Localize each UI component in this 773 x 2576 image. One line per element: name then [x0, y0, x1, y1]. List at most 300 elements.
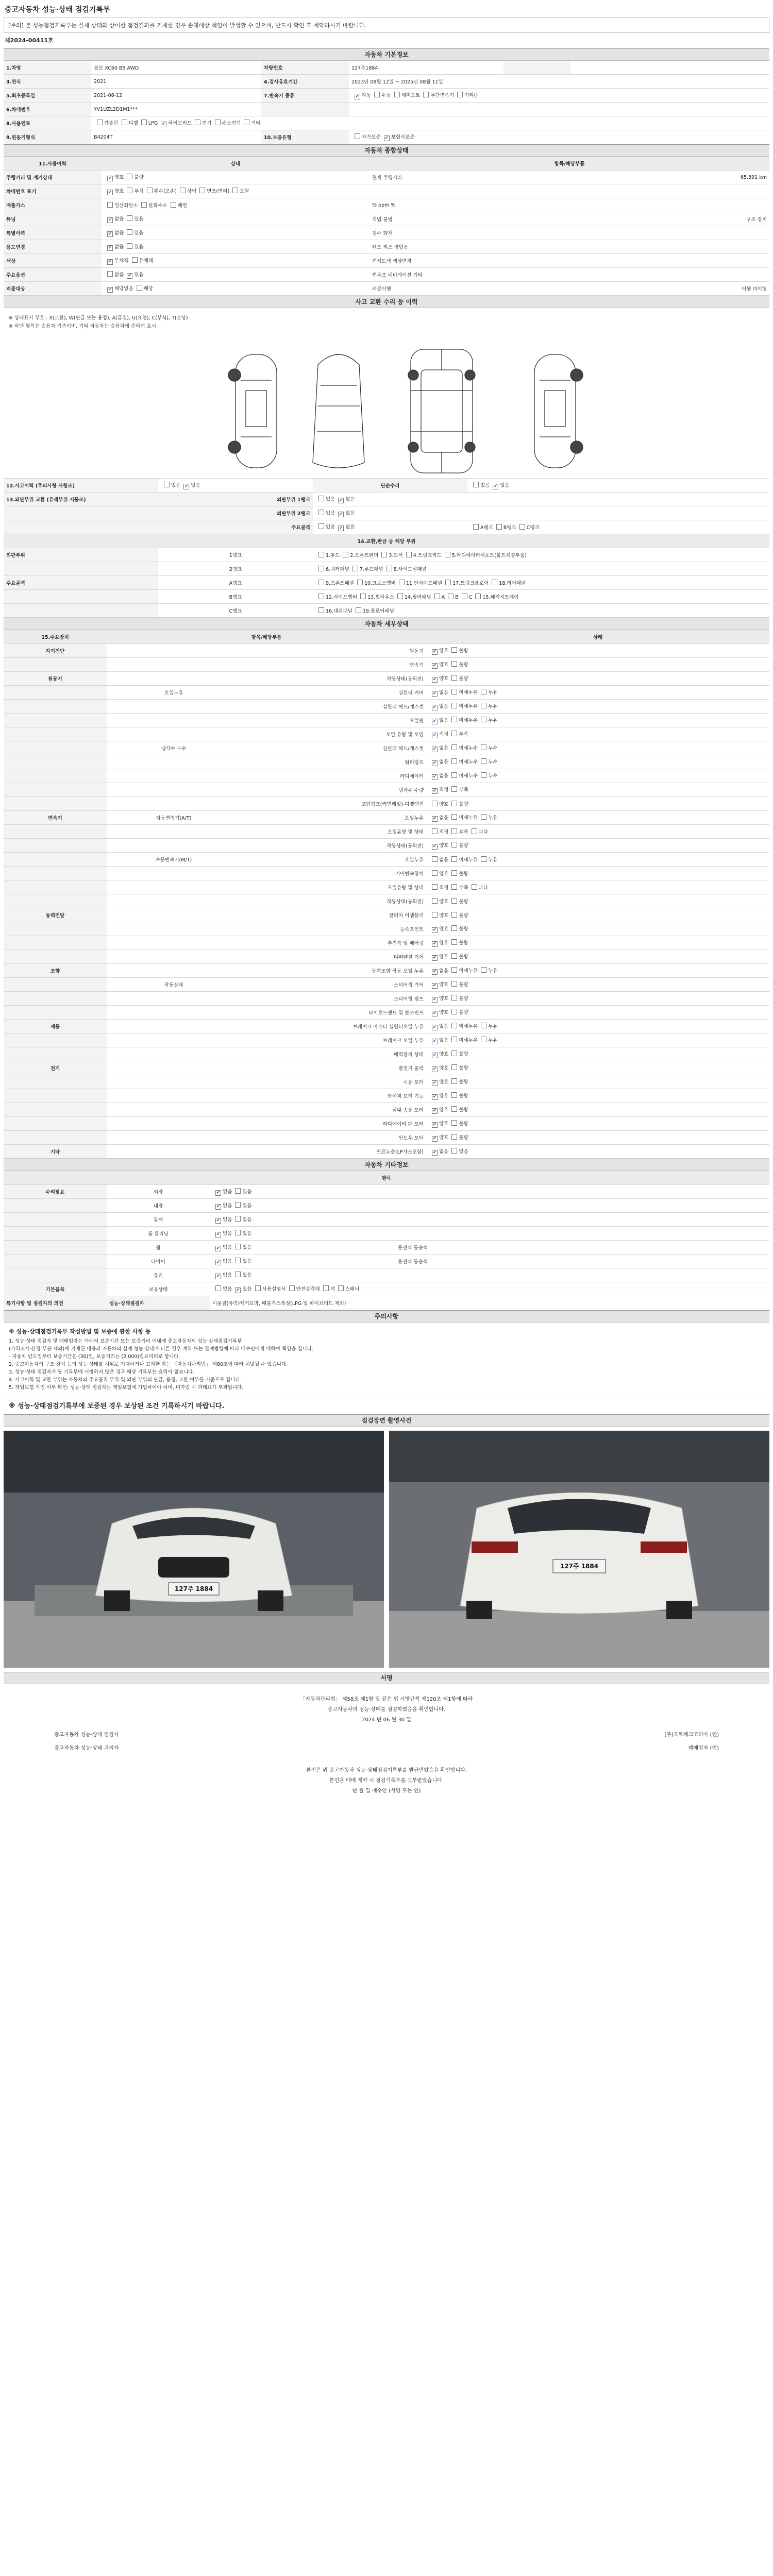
checkbox[interactable] [343, 552, 348, 557]
checkbox[interactable] [432, 760, 438, 766]
row-item: 오일 유량 및 오염 [241, 727, 426, 741]
checkbox[interactable] [318, 607, 324, 613]
checkbox[interactable] [215, 1190, 221, 1196]
checkbox[interactable] [432, 870, 438, 876]
checkbox[interactable] [432, 1136, 438, 1142]
row-note: 전체도색 색상변경 [369, 254, 524, 268]
checkbox[interactable] [445, 580, 451, 585]
checkbox[interactable] [481, 772, 486, 778]
table-row [4, 1117, 769, 1131]
table-row [4, 992, 769, 1006]
option-label: 부족 [459, 787, 468, 793]
option-label: 누유 [488, 968, 498, 974]
row-item: 타이어 [107, 1255, 210, 1268]
row-group [4, 658, 107, 672]
checkbox[interactable] [432, 955, 438, 961]
checkbox[interactable] [481, 814, 486, 820]
table-row [4, 254, 769, 268]
col-head: 상태 [102, 157, 369, 171]
option-label: 양호 [439, 1010, 449, 1015]
checkbox[interactable] [432, 1011, 438, 1016]
checkbox[interactable] [451, 953, 457, 959]
checkbox[interactable] [432, 1122, 438, 1128]
row-sub [107, 714, 241, 727]
option-label: 전기 [202, 121, 212, 126]
checkbox[interactable] [384, 135, 390, 141]
row-label: 리콜대상 [4, 282, 102, 296]
checkbox[interactable] [432, 828, 438, 834]
section-accident: 사고 교환 수리 등 이력 [4, 296, 769, 308]
option-label: 18.리어패널 [499, 581, 526, 586]
table-row [4, 1061, 769, 1075]
checkbox[interactable] [318, 594, 324, 599]
checkbox[interactable] [338, 526, 344, 531]
checkbox[interactable] [318, 523, 324, 529]
checkbox[interactable] [432, 801, 438, 806]
checkbox[interactable] [451, 856, 457, 862]
checkbox[interactable] [451, 744, 457, 750]
row-sub [107, 700, 241, 714]
row-group [4, 727, 107, 741]
option-label: 없음 [439, 1024, 449, 1029]
checkbox[interactable] [355, 133, 360, 139]
checkbox[interactable] [432, 997, 438, 1003]
checkbox[interactable] [352, 566, 358, 571]
engine-type: B4204T [91, 130, 261, 144]
checkbox[interactable] [451, 939, 457, 945]
checkbox[interactable] [137, 285, 142, 291]
option-label: 양호 [439, 676, 449, 682]
checkbox[interactable] [472, 884, 477, 890]
checkbox[interactable] [432, 1066, 438, 1072]
checkbox[interactable] [481, 689, 486, 694]
option-label: 없음 [223, 1245, 232, 1250]
col-head: 11.사용이력 [4, 157, 102, 171]
checkbox[interactable] [451, 967, 457, 973]
checkbox[interactable] [423, 92, 429, 97]
checkbox[interactable] [381, 552, 387, 557]
checkbox[interactable] [432, 856, 438, 862]
checkbox[interactable] [481, 856, 486, 862]
option-label: 불량 [459, 1107, 468, 1113]
checkbox[interactable] [432, 983, 438, 989]
checkbox[interactable] [472, 828, 477, 834]
checkbox[interactable] [183, 484, 189, 489]
checkbox[interactable] [107, 271, 113, 277]
checkbox[interactable] [451, 1009, 457, 1014]
option-label: 미세누유 [459, 718, 478, 723]
checkbox[interactable] [481, 744, 486, 750]
row-label: 색상 [4, 254, 102, 268]
row-sub [107, 950, 241, 964]
row-note: 적법 불법 [369, 212, 524, 226]
option-label: 부식 [134, 189, 144, 194]
row-item: 배력장치 상태 [241, 1047, 426, 1061]
option-label: 양호 [439, 982, 449, 988]
row-item: 동력조향 작동 오일 누유 [241, 964, 426, 978]
checkbox[interactable] [432, 1039, 438, 1044]
checkbox[interactable] [432, 719, 438, 724]
checkbox[interactable] [432, 705, 438, 710]
checkbox[interactable] [481, 717, 486, 722]
checkbox[interactable] [451, 1023, 457, 1028]
checkbox[interactable] [434, 594, 440, 599]
checkbox[interactable] [406, 552, 412, 557]
checkbox[interactable] [492, 580, 497, 585]
checkbox[interactable] [451, 675, 457, 681]
guarantee-options [349, 130, 769, 144]
checkbox[interactable] [127, 273, 132, 279]
option-label: 8.사이드실패널 [393, 567, 427, 572]
checkbox[interactable] [397, 594, 403, 599]
label: 5.최초등록일 [4, 89, 91, 103]
checkbox[interactable] [171, 202, 176, 208]
option-label: 누유 [488, 857, 498, 863]
checkbox[interactable] [462, 594, 467, 599]
plate-front: 127주 1884 [174, 1585, 213, 1592]
checkbox[interactable] [451, 1064, 457, 1070]
checkbox[interactable] [432, 941, 438, 947]
checkbox[interactable] [164, 482, 170, 487]
checkbox[interactable] [432, 747, 438, 752]
checkbox[interactable] [318, 496, 324, 501]
checkbox[interactable] [215, 1218, 221, 1224]
checkbox[interactable] [107, 259, 113, 265]
checkbox[interactable] [519, 524, 525, 530]
checkbox[interactable] [481, 703, 486, 708]
checkbox[interactable] [432, 1094, 438, 1100]
checkbox[interactable] [432, 844, 438, 850]
checkbox[interactable] [215, 1204, 221, 1210]
checkbox[interactable] [374, 92, 380, 97]
caution-line: 5. 책임보험 가입 여부 확인: 성능·상태 점검자는 책임보험에 가입하여야 하며, 미가입 시 과태료가 부과됩니다. [9, 1385, 244, 1391]
checkbox[interactable] [127, 215, 132, 221]
checkbox[interactable] [132, 257, 138, 263]
checkbox[interactable] [432, 1080, 438, 1086]
checkbox[interactable] [432, 816, 438, 822]
row-sub [107, 1033, 241, 1047]
checkbox[interactable] [451, 995, 457, 1001]
row-item: 타이로드엔드 및 볼조인트 [241, 1006, 426, 1020]
inspector-value: (주)오토체크코리아 (인) [664, 1732, 719, 1738]
row-note: 렌트 리스 영업용 [369, 240, 524, 254]
checkbox[interactable] [432, 1025, 438, 1030]
row-sub: 자동변속기(A/T) [107, 811, 241, 825]
checkbox[interactable] [235, 1287, 241, 1293]
checkbox[interactable] [107, 287, 113, 293]
checkbox[interactable] [147, 188, 153, 193]
checkbox[interactable] [432, 927, 438, 933]
car-left-side [228, 354, 277, 468]
row-note2: 65,891 km [524, 171, 769, 184]
table-row [4, 226, 769, 240]
checkbox[interactable] [451, 717, 457, 722]
checkbox[interactable] [451, 647, 457, 653]
checkbox[interactable] [451, 661, 457, 667]
checkbox[interactable] [399, 580, 405, 585]
checkbox[interactable] [432, 1053, 438, 1058]
label: 특기사항 및 점검자의 의견 [4, 1296, 107, 1310]
checkbox[interactable] [432, 1108, 438, 1114]
row-sub [107, 1075, 241, 1089]
row-sub [107, 1089, 241, 1103]
checkbox[interactable] [475, 594, 481, 599]
checkbox[interactable] [432, 691, 438, 697]
checkbox[interactable] [432, 788, 438, 794]
table-row [4, 700, 769, 714]
option-label: 불량 [459, 1052, 468, 1057]
checkbox[interactable] [338, 498, 344, 503]
checkbox[interactable] [496, 524, 502, 530]
row-item: 광택 [107, 1213, 210, 1227]
checkbox[interactable] [318, 510, 324, 515]
checkbox[interactable] [215, 1285, 221, 1291]
checkbox[interactable] [127, 243, 132, 249]
checkbox[interactable] [127, 229, 132, 235]
option-label: 미세누수 [459, 759, 478, 765]
row-sub [107, 1061, 241, 1075]
option-label: 과다 [478, 829, 489, 835]
checkbox[interactable] [473, 524, 479, 530]
table-row [4, 769, 769, 783]
checkbox[interactable] [235, 1230, 241, 1235]
checkbox[interactable] [451, 1037, 457, 1042]
option-label: 양호 [439, 954, 449, 960]
checkbox[interactable] [235, 1188, 241, 1194]
option-label: 양호 [439, 913, 449, 919]
checkbox[interactable] [107, 217, 113, 223]
option-label: 없음 [439, 773, 449, 779]
checkbox[interactable] [289, 1285, 295, 1291]
row-label [4, 506, 158, 520]
checkbox[interactable] [318, 580, 324, 585]
row-sub: 작동상태 [107, 978, 241, 992]
checkbox[interactable] [451, 870, 457, 876]
checkbox[interactable] [255, 1285, 261, 1291]
checkbox[interactable] [338, 512, 344, 517]
sign-table [52, 1728, 721, 1755]
checkbox[interactable] [355, 94, 360, 99]
checkbox[interactable] [107, 231, 113, 237]
row-tail [395, 1282, 769, 1296]
checkbox[interactable] [235, 1244, 241, 1249]
checkbox[interactable] [451, 772, 457, 778]
option-label: 누유 [488, 718, 498, 723]
checkbox[interactable] [235, 1258, 241, 1263]
checkbox[interactable] [195, 120, 200, 125]
option-label: 4.트렁크리드 [413, 553, 442, 558]
label: 8.사용연료 [4, 116, 91, 130]
option-label: 양호 [439, 843, 449, 849]
checkbox[interactable] [318, 552, 324, 557]
checkbox[interactable] [457, 92, 463, 97]
row-sub [107, 894, 241, 908]
checkbox[interactable] [360, 594, 366, 599]
checkbox[interactable] [451, 814, 457, 820]
checkbox[interactable] [356, 607, 361, 613]
checkbox[interactable] [432, 969, 438, 975]
checkbox[interactable] [432, 677, 438, 683]
buyer-line: 본인은 매매 계약 시 점검기록부를 교부받았습니다. [329, 1778, 444, 1784]
checkbox[interactable] [318, 566, 324, 571]
option-label: 불량 [459, 1093, 468, 1099]
checkbox[interactable] [493, 484, 498, 489]
checkbox[interactable] [107, 245, 113, 251]
option-label: 불량 [459, 662, 468, 668]
checkbox[interactable] [451, 925, 457, 931]
checkbox[interactable] [451, 1078, 457, 1084]
checkbox[interactable] [141, 120, 147, 125]
checkbox[interactable] [127, 188, 132, 193]
checkbox[interactable] [451, 1120, 457, 1126]
option-label: 불량 [459, 954, 468, 960]
checkbox[interactable] [215, 1246, 221, 1251]
checkbox[interactable] [215, 120, 221, 125]
checkbox[interactable] [394, 92, 400, 97]
checkbox[interactable] [432, 663, 438, 669]
checkbox[interactable] [451, 828, 457, 834]
option-label: 11.인사이드패널 [406, 581, 443, 586]
checkbox[interactable] [445, 552, 450, 557]
checkbox[interactable] [386, 566, 392, 571]
checkbox[interactable] [235, 1202, 241, 1208]
checkbox[interactable] [481, 967, 486, 973]
checkbox[interactable] [323, 1285, 329, 1291]
row-tail [395, 1268, 769, 1282]
checkbox[interactable] [451, 884, 457, 890]
checkbox[interactable] [481, 1037, 486, 1042]
table-row [4, 240, 769, 254]
row-group [4, 755, 107, 769]
checkbox[interactable] [141, 202, 147, 208]
checkbox[interactable] [122, 120, 127, 125]
checkbox[interactable] [232, 188, 238, 193]
checkbox[interactable] [432, 898, 438, 904]
label: 3.연식 [4, 75, 91, 89]
checkbox[interactable] [357, 580, 363, 585]
checkbox[interactable] [107, 176, 113, 181]
caution-line: 3. 성능·상태 점검자가 동 기록부에 서명하지 않은 경우 해당 기록부는 효력이 없습니다. [9, 1369, 195, 1375]
reg-no: 127주1884 [349, 61, 503, 75]
option-label: 없음 [500, 483, 510, 488]
table-row [4, 936, 769, 950]
checkbox[interactable] [215, 1232, 221, 1238]
checkbox[interactable] [107, 190, 113, 195]
checkbox[interactable] [451, 842, 457, 848]
option-label: 사용설명서 [262, 1286, 286, 1292]
checkbox[interactable] [244, 120, 249, 125]
option-label: 양호 [439, 1065, 449, 1071]
row-item: 실린더 헤드/개스켓 [241, 700, 426, 714]
checkbox[interactable] [451, 1134, 457, 1140]
checkbox[interactable] [451, 1092, 457, 1098]
row-sub [107, 727, 241, 741]
option-label: 적정 [439, 885, 449, 891]
checkbox[interactable] [451, 758, 457, 764]
checkbox[interactable] [451, 1050, 457, 1056]
row-group [4, 894, 107, 908]
row-sub [107, 1117, 241, 1131]
checkbox[interactable] [432, 1150, 438, 1156]
option-label: 미세누유 [459, 968, 478, 974]
checkbox[interactable] [235, 1272, 241, 1277]
row-group [4, 797, 107, 811]
checkbox[interactable] [473, 482, 479, 487]
option-label: 양호 [114, 175, 124, 180]
checkbox[interactable] [215, 1274, 221, 1279]
checkbox[interactable] [107, 202, 113, 208]
row-sub [107, 867, 241, 880]
option-label: C [468, 595, 473, 600]
checkbox[interactable] [432, 774, 438, 780]
checkbox[interactable] [451, 689, 457, 694]
option-label: 수소전기 [222, 121, 241, 126]
checkbox[interactable] [451, 912, 457, 918]
row-item: 원동기 [241, 644, 426, 658]
checkbox[interactable] [451, 786, 457, 792]
row-note2 [524, 254, 769, 268]
row-item: 연료누출(LP가스포함) [241, 1145, 426, 1159]
caution-warning: ※ 성능·상태점검기록부에 보증된 경우 보상된 조건 기록하시기 바랍니다. [9, 1402, 225, 1410]
row-note2: 구조 장치 [524, 212, 769, 226]
option-label: 양호 [439, 940, 449, 946]
row-group [4, 769, 107, 783]
checkbox[interactable] [451, 703, 457, 708]
first-reg: 2021-08-12 [91, 89, 261, 103]
checkbox[interactable] [448, 594, 453, 599]
document-page [4, 0, 769, 1807]
option-label: 양호 [439, 1107, 449, 1113]
checkbox[interactable] [432, 733, 438, 738]
checkbox[interactable] [451, 898, 457, 904]
checkbox[interactable] [338, 1285, 344, 1291]
option-label: 없음 [223, 1203, 232, 1209]
checkbox[interactable] [451, 1148, 457, 1154]
checkbox[interactable] [451, 1106, 457, 1112]
table-row [4, 1131, 769, 1145]
checkbox[interactable] [161, 122, 166, 127]
checkbox[interactable] [199, 188, 205, 193]
plate-rear: 127주 1884 [560, 1563, 599, 1570]
checkbox[interactable] [481, 758, 486, 764]
col-head: 항목/해당부품 [369, 157, 769, 171]
checkbox[interactable] [235, 1216, 241, 1222]
checkbox[interactable] [432, 649, 438, 655]
checkbox[interactable] [180, 188, 186, 193]
repair-options [467, 479, 769, 493]
row-tail: 운전석 동승석 [395, 1241, 769, 1255]
accident-diagram [4, 308, 769, 479]
document-number: 제2024-00411호 [5, 37, 54, 44]
checkbox[interactable] [432, 912, 438, 918]
checkbox[interactable] [215, 1260, 221, 1265]
option-label: 있음 [326, 524, 335, 530]
label: 1.차명 [4, 61, 91, 75]
checkbox[interactable] [97, 120, 103, 125]
checkbox[interactable] [127, 174, 132, 179]
option-label: 없음 [223, 1217, 232, 1223]
option-label: 양호 [439, 1093, 449, 1099]
row-note: 현재 주행거리 [369, 171, 524, 184]
checkbox[interactable] [451, 731, 457, 736]
checkbox[interactable] [481, 1023, 486, 1028]
row-group [4, 1213, 107, 1227]
checkbox[interactable] [451, 981, 457, 987]
car-front [313, 354, 364, 468]
checkbox[interactable] [432, 884, 438, 890]
checkbox[interactable] [451, 801, 457, 806]
option-label: 불량 [459, 843, 468, 849]
